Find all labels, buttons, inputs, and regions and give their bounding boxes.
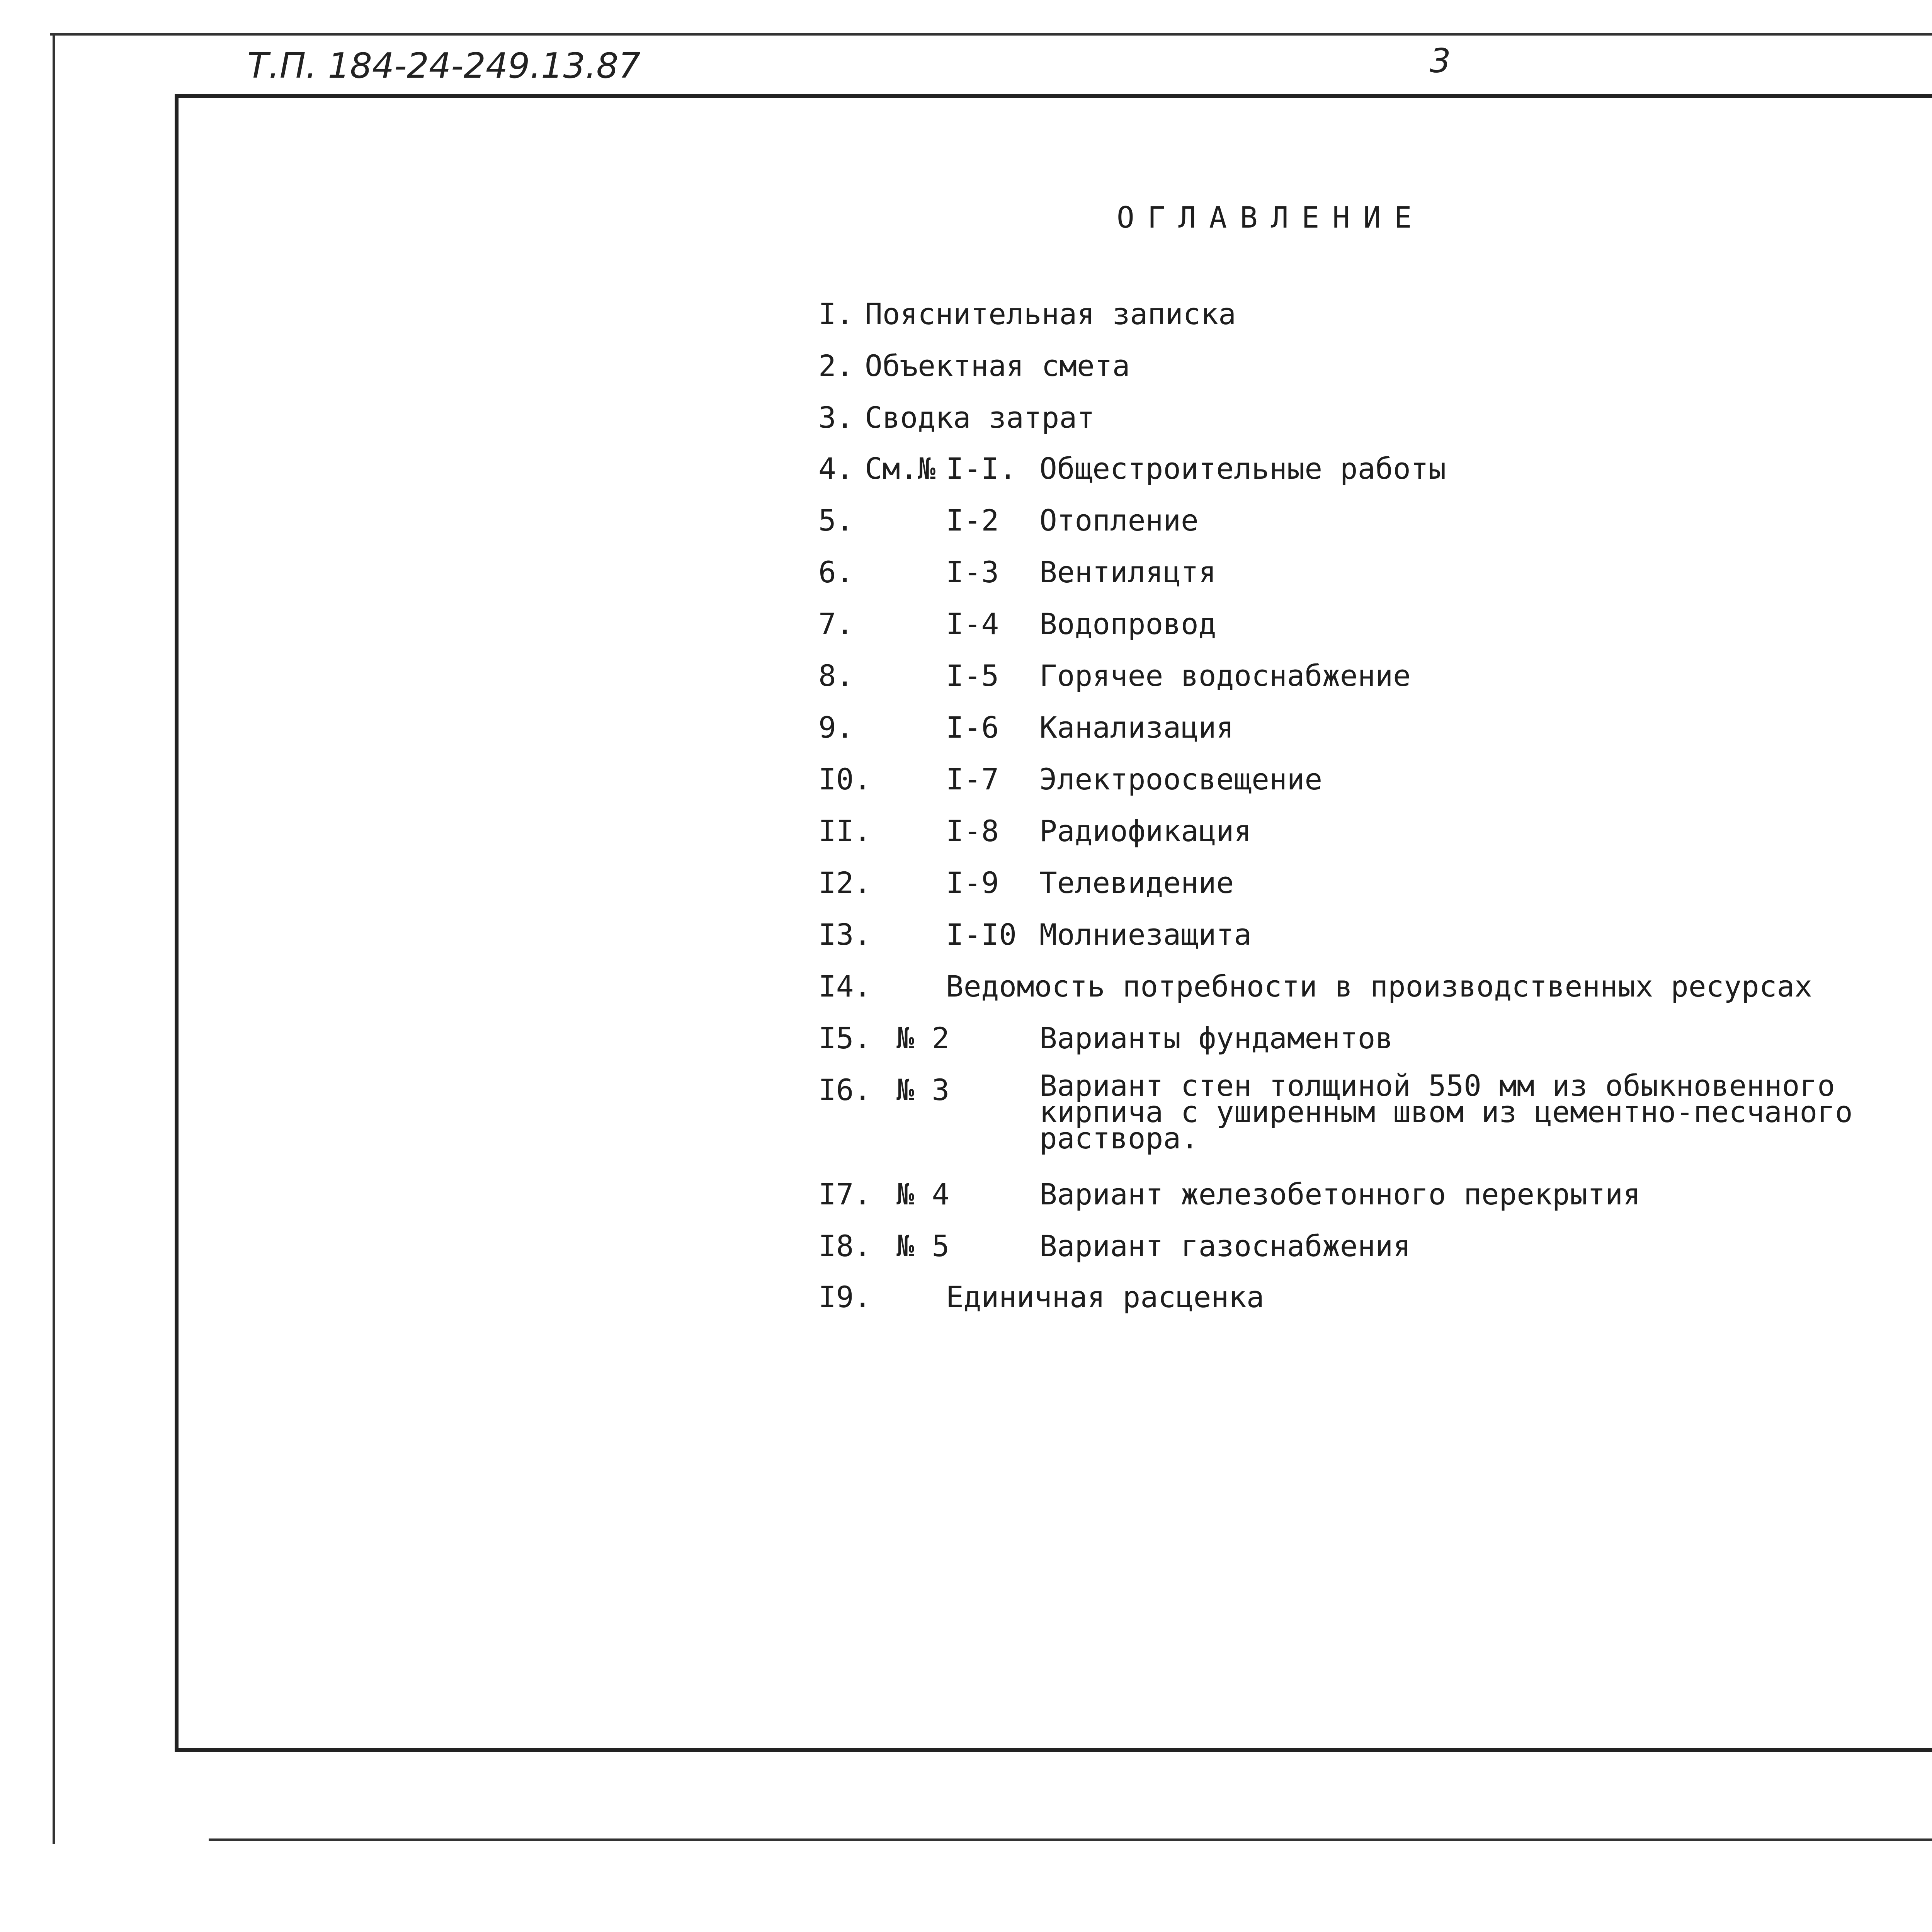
row-title: Отопление: [1039, 503, 1199, 537]
toc-row: [0, 969, 1932, 1008]
row-title: Ведомость потребности в производственных ресурсах: [946, 969, 1813, 1003]
row-number: I9.: [818, 1280, 872, 1314]
row-title: Единичная расценка: [946, 1280, 1264, 1314]
row-number: 5.: [818, 503, 854, 537]
row-title: Вентиляцтя: [1039, 555, 1216, 589]
row-title: Варианты фундаментов: [1039, 1021, 1393, 1055]
row-estimate-number: I-9: [946, 866, 999, 900]
row-number: I2.: [818, 866, 872, 900]
row-title: Электроосвещение: [1039, 762, 1323, 796]
toc-row: [0, 297, 1932, 335]
toc-row: [0, 400, 1932, 439]
row-number: II.: [818, 814, 872, 848]
toc-row: [0, 1068, 1932, 1165]
row-title-line-3: раствора.: [1039, 1121, 1199, 1155]
row-estimate-number: I-2: [946, 503, 999, 537]
row-variant-number: № 5: [896, 1229, 950, 1263]
toc-row: [0, 607, 1932, 645]
row-estimate-number: I-I.: [946, 451, 1017, 486]
toc-title: ОГЛАВЛЕНИЕ: [1117, 200, 1425, 235]
row-number: 6.: [818, 555, 854, 589]
toc-row: [0, 762, 1932, 801]
row-variant-number: № 4: [896, 1177, 950, 1211]
toc-row: [0, 658, 1932, 697]
toc-row: [0, 1229, 1932, 1267]
row-variant-number: № 2: [896, 1021, 950, 1055]
row-title: Вариант железобетонного перекрытия: [1039, 1177, 1641, 1211]
row-number: 4.: [818, 451, 854, 486]
row-number: I5.: [818, 1021, 872, 1055]
toc-row: [0, 555, 1932, 594]
toc-row: [0, 1177, 1932, 1216]
row-variant-number: № 3: [896, 1073, 950, 1107]
sheet-bottom-line: [209, 1838, 1932, 1841]
row-title: Молниезащита: [1039, 917, 1252, 952]
toc-row: [0, 917, 1932, 956]
toc-row: [0, 1021, 1932, 1060]
row-title: Телевидение: [1039, 866, 1234, 900]
row-number: I4.: [818, 969, 872, 1003]
row-title: Пояснительная записка: [865, 297, 1236, 331]
row-number: I7.: [818, 1177, 872, 1211]
row-estimate-number: I-I0: [946, 917, 1017, 952]
row-title-line-2: кирпича с уширенным швом из цементно-песчаного: [1039, 1095, 1853, 1129]
row-title: Общестроительные работы: [1039, 451, 1446, 486]
row-number: 7.: [818, 607, 854, 641]
toc-row: [0, 814, 1932, 852]
row-number: I3.: [818, 917, 872, 952]
page-number: 3: [1430, 42, 1451, 80]
row-number: I0.: [818, 762, 872, 796]
row-number: I6.: [818, 1073, 872, 1107]
row-number: 8.: [818, 658, 854, 693]
toc-row: [0, 349, 1932, 387]
row-estimate-label: См.№: [865, 451, 936, 486]
row-number: I.: [818, 297, 854, 331]
row-number: 3.: [818, 400, 854, 435]
toc-row: [0, 451, 1932, 490]
sheet-top-line: [50, 33, 1932, 36]
toc-row: [0, 1280, 1932, 1318]
toc-row: [0, 866, 1932, 904]
row-estimate-number: I-4: [946, 607, 999, 641]
row-title: Водопровод: [1039, 607, 1216, 641]
row-title: Горячее водоснабжение: [1039, 658, 1411, 693]
row-estimate-number: I-6: [946, 710, 999, 745]
row-number: 2.: [818, 349, 854, 383]
row-number: I8.: [818, 1229, 872, 1263]
row-title: Сводка затрат: [865, 400, 1095, 435]
toc-row: [0, 710, 1932, 749]
toc-row: [0, 503, 1932, 542]
row-title-line-1: Вариант стен толщиной 550 мм из обыкновенного: [1039, 1068, 1835, 1103]
row-estimate-number: I-5: [946, 658, 999, 693]
row-title: Объектная смета: [865, 349, 1130, 383]
row-title: Вариант газоснабжения: [1039, 1229, 1411, 1263]
row-estimate-number: I-7: [946, 762, 999, 796]
row-number: 9.: [818, 710, 854, 745]
document-code: Т.П. 184-24-249.13.87: [247, 46, 641, 86]
row-estimate-number: I-3: [946, 555, 999, 589]
row-title: Радиофикация: [1039, 814, 1252, 848]
row-estimate-number: I-8: [946, 814, 999, 848]
row-title: Канализация: [1039, 710, 1234, 745]
